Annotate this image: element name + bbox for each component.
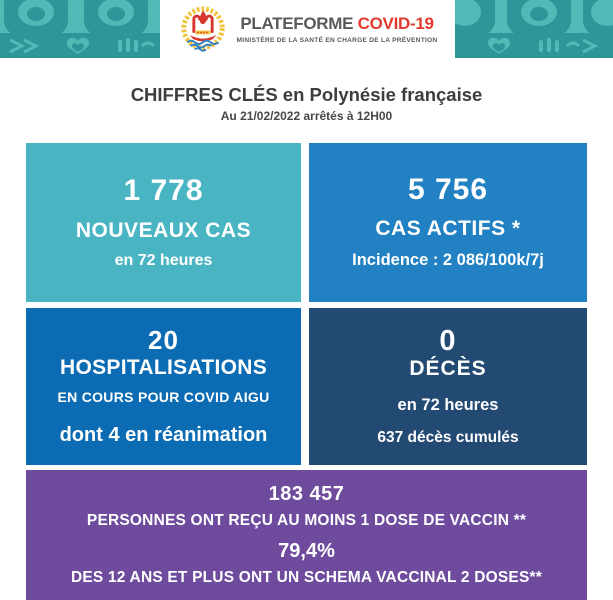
page-subtitle: Au 21/02/2022 arrêtés à 12H00 (220, 109, 393, 123)
hospitalisations-detail: EN COURS POUR COVID AIGU (57, 388, 270, 405)
page-title: CHIFFRES CLÉS en Polynésie française (130, 84, 483, 105)
brand-block (237, 14, 438, 44)
new-cases-value: 1 778 (123, 173, 204, 207)
deces-label: DÉCÈS (409, 356, 487, 380)
french-polynesia-emblem-icon (178, 3, 228, 55)
card-active-cases (309, 143, 587, 302)
vaccination-dose1-label: PERSONNES ONT REÇU AU MOINS 1 DOSE DE VACCIN ** (86, 512, 527, 529)
deces-period: en 72 heures (397, 395, 499, 414)
brand-title (237, 14, 438, 34)
tiki-pattern-left-icon (0, 0, 160, 58)
active-cases-label: CAS ACTIFS * (375, 217, 521, 240)
vaccination-schema2-value: 79,4% (278, 540, 335, 562)
banner-center (160, 0, 455, 58)
brand-primary-text: PLATEFORME (240, 14, 354, 33)
hospitalisations-reanimation-note: dont 4 en réanimation (59, 423, 268, 446)
stats-grid (26, 143, 587, 465)
new-cases-label: NOUVEAUX CAS (75, 218, 252, 242)
card-deces (309, 308, 587, 465)
deces-value: 0 (439, 324, 457, 357)
ministry-label: MINISTÈRE DE LA SANTÉ EN CHARGE DE LA PRÉVENTION (236, 37, 438, 44)
hospitalisations-label: HOSPITALISATIONS (59, 355, 268, 379)
brand-accent-text: COVID-19 (357, 14, 434, 33)
top-banner (0, 0, 613, 58)
hospitalisations-value: 20 (148, 324, 179, 355)
new-cases-period: en 72 heures (114, 251, 213, 269)
active-cases-value: 5 756 (407, 173, 489, 206)
card-hospitalisations (26, 308, 301, 465)
header (0, 58, 613, 123)
vaccination-panel (26, 470, 587, 600)
vaccination-dose1-value: 183 457 (268, 483, 345, 505)
deces-cumul-note: 637 décès cumulés (377, 428, 519, 446)
active-cases-incidence: Incidence : 2 086/100k/7j (352, 251, 544, 269)
card-new-cases (26, 143, 301, 302)
vaccination-schema2-label: DES 12 ANS ET PLUS ONT UN SCHEMA VACCINAL 2 DOSES** (71, 569, 542, 586)
tiki-pattern-right-icon (455, 0, 613, 58)
